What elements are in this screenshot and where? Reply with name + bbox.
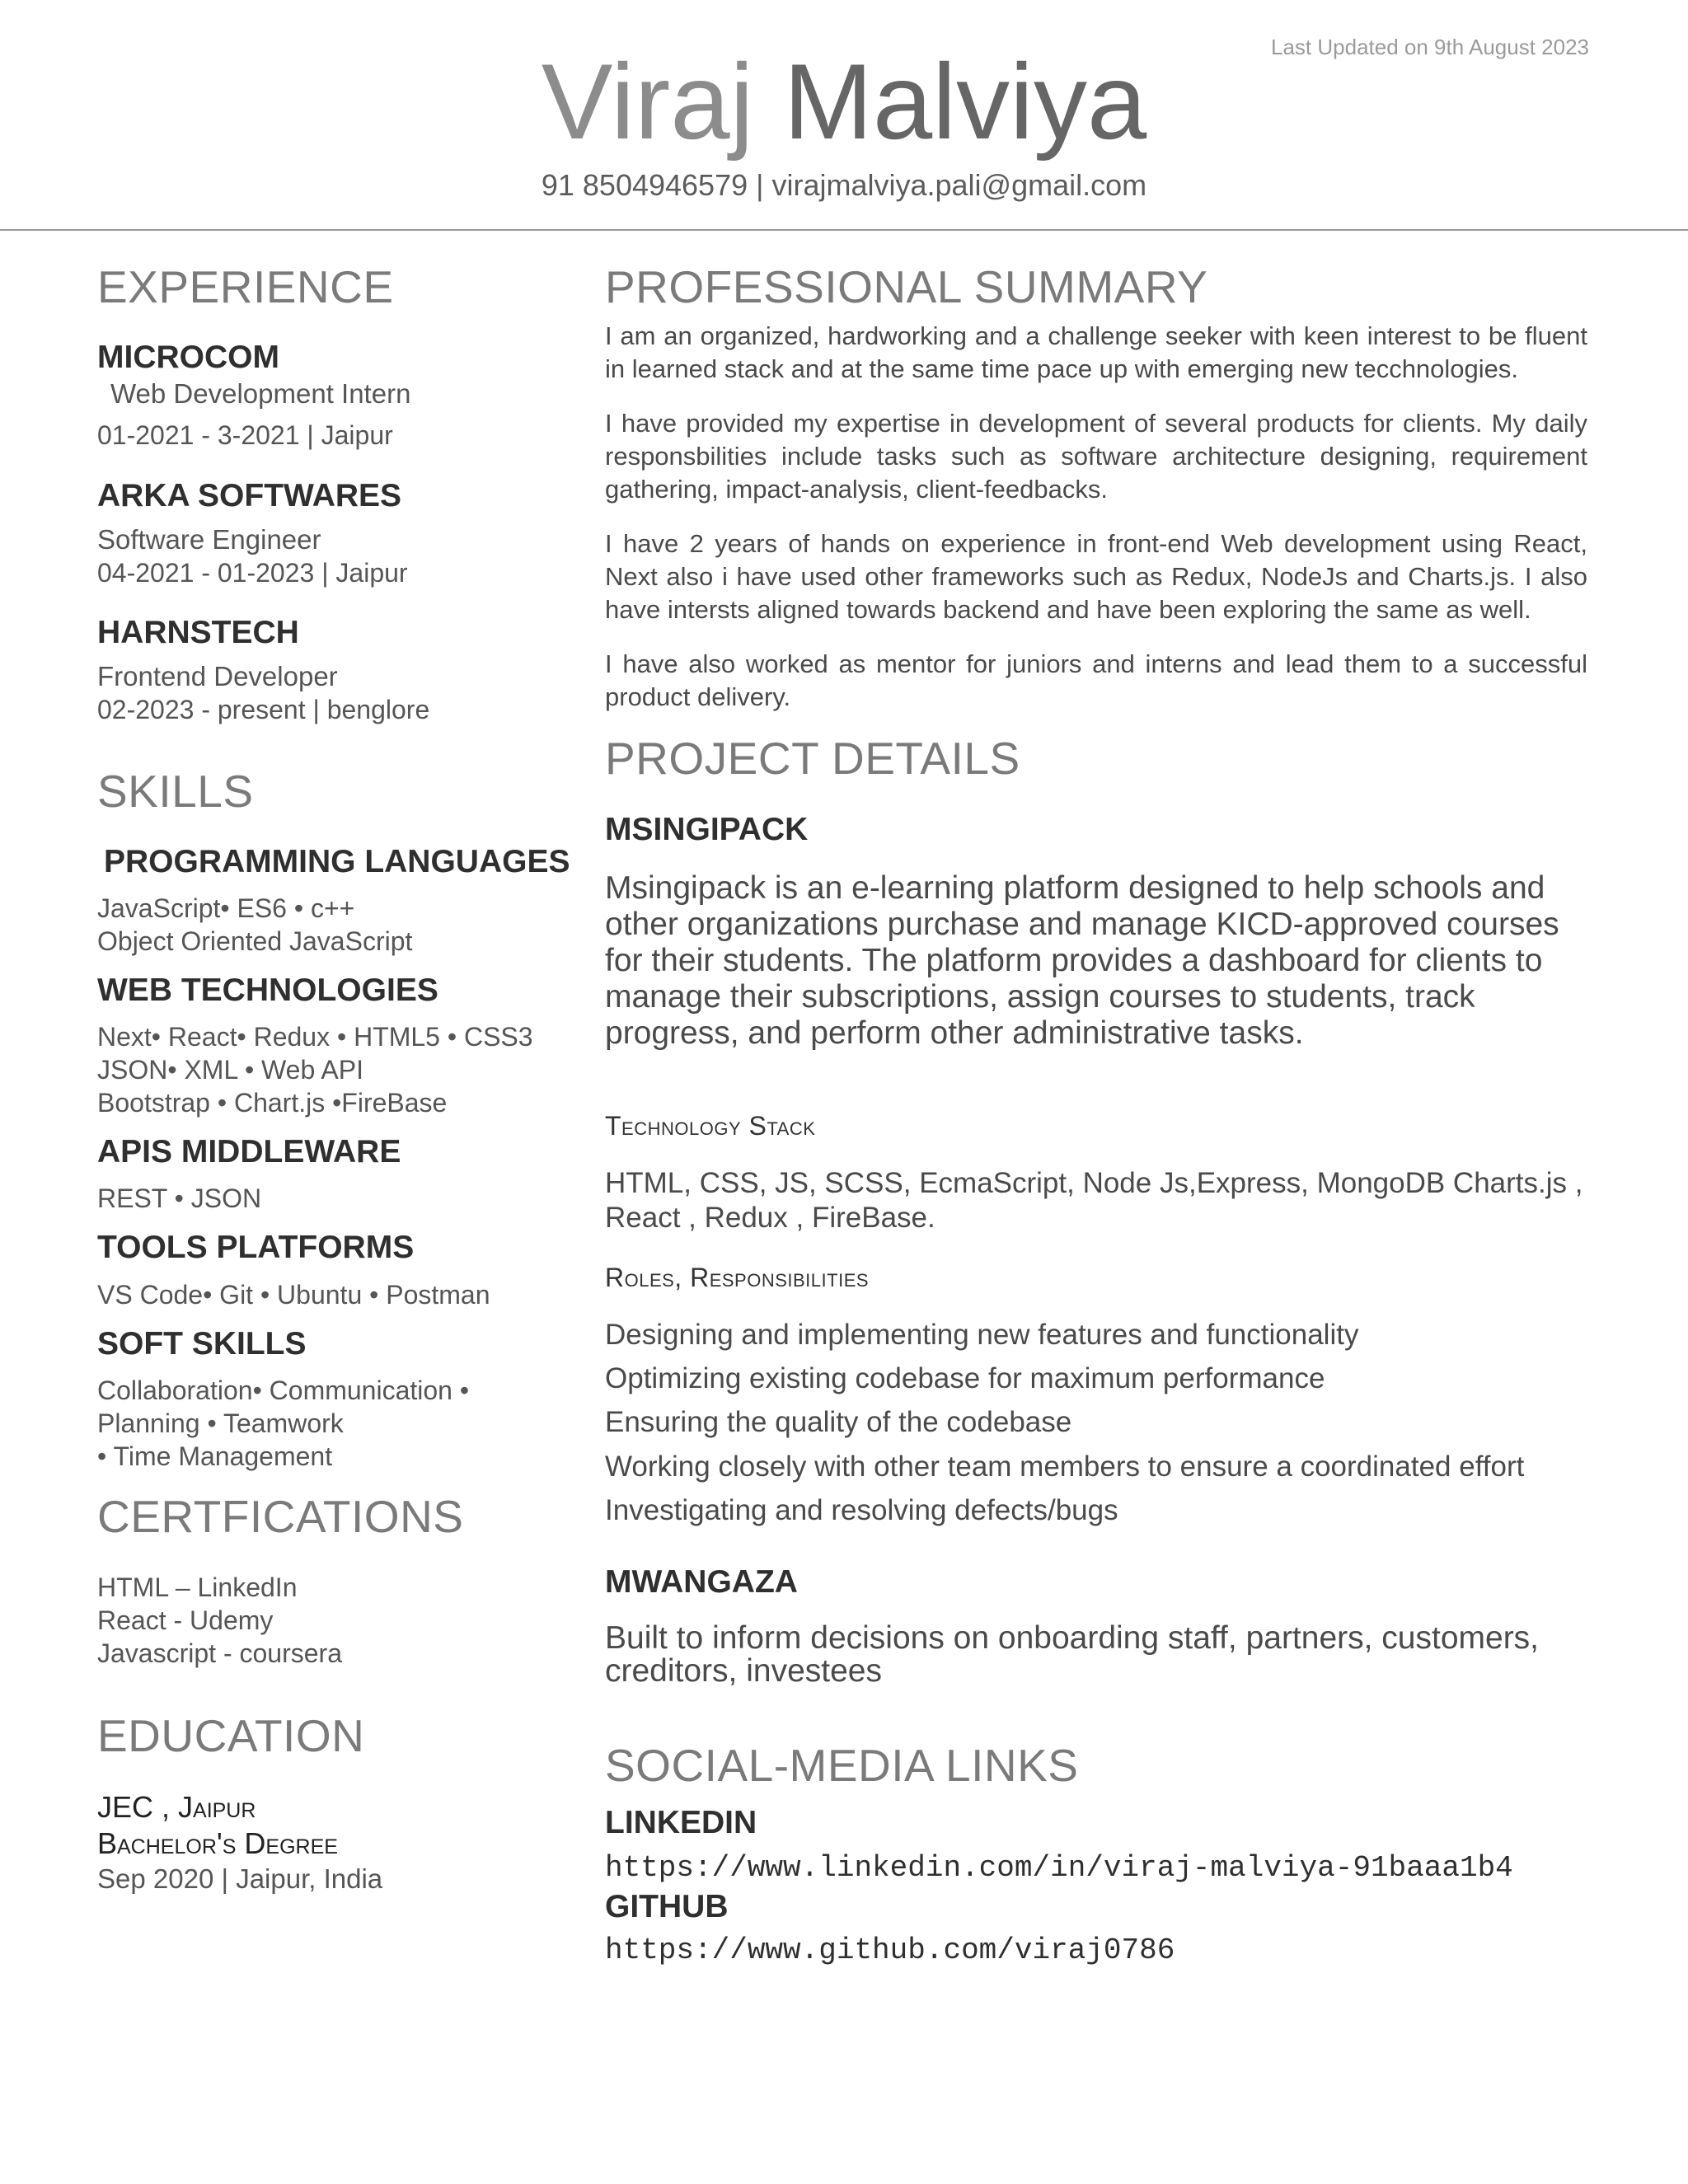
summary-paragraph: I am an organized, hardworking and a challenge seeker with keen interest to be fluent in learned stack and at the same time pace up with emerging new tecchnologies. [605, 321, 1587, 383]
period-microcom: 01-2021 - 3-2021 | Jaipur [97, 420, 393, 450]
education-degree: Bachelor's Degree [97, 1826, 338, 1860]
period-arka: 04-2021 - 01-2023 | Jaipur [97, 558, 408, 588]
skill-line: Collaboration• Communication • [97, 1376, 470, 1405]
project-description: Msingipack is an e-learning platform designed to help schools and other organizations purchase and manage KICD-approved courses for their students. The platform provides a dashboard for clients to manage their subscriptions, assign courses to students, track progress, and perform other administrative tasks. [605, 870, 1559, 1051]
experience-heading: EXPERIENCE [97, 261, 394, 312]
skill-group-title: SOFT SKILLS [97, 1326, 307, 1361]
summary-paragraph: I have provided my expertise in development of several products for clients. My daily responsbilities include tasks such as software architecture designing, requirement gathering, impact-analysis, client-feedbacks. [605, 409, 1587, 504]
education-school: JEC , Jaipur [97, 1790, 256, 1824]
contact-line: 91 8504946579 | virajmalviya.pali@gmail.com [541, 168, 1147, 202]
role-microcom: Web Development Intern [110, 378, 411, 409]
project-description: Built to inform decisions on onboarding staff, partners, customers, creditors, investees [605, 1620, 1540, 1689]
role-item: Investigating and resolving defects/bugs [605, 1494, 1118, 1526]
skill-line: JSON• XML • Web API [97, 1055, 363, 1085]
social-heading: SOCIAL-MEDIA LINKS [605, 1740, 1079, 1791]
skill-line: Planning • Teamwork [97, 1408, 344, 1438]
last-name: Malviya [783, 41, 1147, 162]
company-arka: ARKA SOFTWARES [97, 478, 402, 513]
certification-item: HTML – LinkedIn [97, 1572, 298, 1602]
role-item: Working closely with other team members to ensure a coordinated effort [605, 1451, 1525, 1483]
certification-item: Javascript - coursera [97, 1638, 342, 1668]
skill-line: Bootstrap • Chart.js •FireBase [97, 1088, 448, 1118]
linkedin-label: LINKEDIN [605, 1805, 757, 1840]
company-harnstech: HARNSTECH [97, 615, 299, 650]
project-name: MWANGAZA [605, 1564, 798, 1600]
skill-line: Next• React• Redux • HTML5 • CSS3 [97, 1022, 533, 1052]
skill-group-title: PROGRAMMING LANGUAGES [104, 844, 570, 879]
candidate-name [0, 40, 1688, 163]
role-item: Ensuring the quality of the codebase [605, 1406, 1072, 1438]
skill-line: REST • JSON [97, 1183, 262, 1213]
certifications-heading: CERTFICATIONS [97, 1491, 464, 1542]
tech-stack-line: React , Redux , FireBase. [605, 1202, 935, 1234]
education-heading: EDUCATION [97, 1710, 365, 1761]
summary-paragraph: I have also worked as mentor for juniors and interns and lead them to a successful product delivery. [605, 649, 1587, 711]
skill-line: VS Code• Git • Ubuntu • Postman [97, 1280, 490, 1310]
skills-heading: SKILLS [97, 766, 254, 817]
education-date: Sep 2020 | Jaipur, India [97, 1863, 383, 1894]
first-name: Viraj [541, 41, 754, 162]
skill-group-title: APIS MIDDLEWARE [97, 1134, 401, 1169]
linkedin-link[interactable]: https://www.linkedin.com/in/viraj-malviya-91baaa1b4 [605, 1851, 1513, 1885]
role-item: Optimizing existing codebase for maximum performance [605, 1362, 1325, 1394]
period-harnstech: 02-2023 - present | benglore [97, 695, 430, 724]
role-harnstech: Frontend Developer [97, 661, 338, 691]
tech-stack-line: HTML, CSS, JS, SCSS, EcmaScript, Node Js,Express, MongoDB Charts.js , [605, 1167, 1583, 1199]
roles-title: Roles, Responsibilities [605, 1263, 870, 1292]
github-label: GITHUB [605, 1889, 729, 1924]
skill-line: JavaScript• ES6 • c++ [97, 893, 355, 923]
skill-line: Object Oriented JavaScript [97, 926, 413, 956]
github-link[interactable]: https://www.github.com/viraj0786 [605, 1933, 1175, 1967]
role-arka: Software Engineer [97, 524, 321, 555]
skill-line: • Time Management [97, 1441, 333, 1471]
company-microcom: MICROCOM [97, 340, 279, 375]
tech-stack-title: Technology Stack [605, 1111, 816, 1141]
projects-heading: PROJECT DETAILS [605, 733, 1020, 784]
last-updated-note: Last Updated on 9th August 2023 [1271, 35, 1589, 59]
skill-group-title: WEB TECHNOLOGIES [97, 972, 438, 1008]
role-item: Designing and implementing new features and functionality [605, 1319, 1359, 1351]
skill-group-title: TOOLS PLATFORMS [97, 1230, 415, 1265]
summary-heading: PROFESSIONAL SUMMARY [605, 261, 1208, 312]
certification-item: React - Udemy [97, 1605, 274, 1635]
summary-paragraph: I have 2 years of hands on experience in front-end Web development using React, Next also i have used other frameworks such as Redux, NodeJs and Charts.js. I also have intersts aligned towards backend and have been exploring the same as well. [605, 529, 1587, 624]
project-name: MSINGIPACK [605, 812, 809, 847]
header-divider [0, 229, 1688, 231]
